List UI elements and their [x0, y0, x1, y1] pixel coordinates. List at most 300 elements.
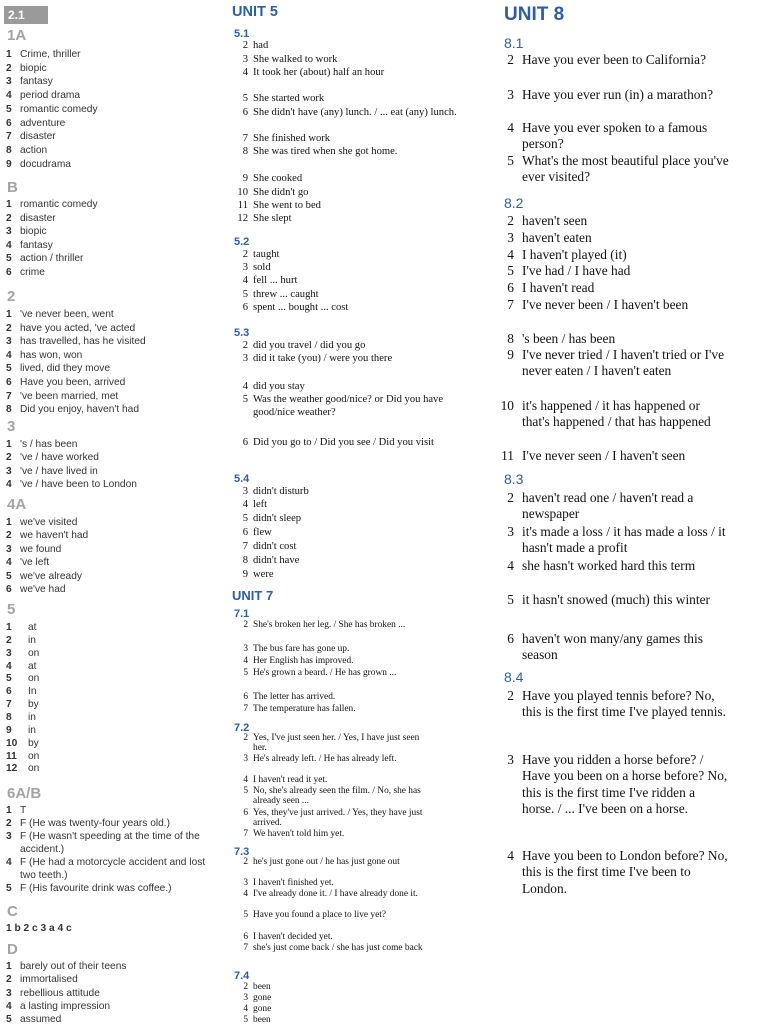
item-number: 6	[6, 267, 12, 278]
item-text: 've / have worked	[20, 452, 99, 463]
answer-item	[498, 558, 766, 574]
item-text: by	[28, 699, 39, 710]
item-number: 4	[243, 656, 248, 666]
item-text: didn't disturb	[253, 486, 309, 497]
item-number: 2	[242, 249, 248, 260]
item-number: 4	[6, 240, 12, 251]
section-heading: 2	[7, 288, 16, 305]
answer-item	[232, 692, 490, 702]
item-number: 10	[500, 398, 514, 413]
item-number: 6	[243, 808, 248, 818]
item-number: 7	[6, 131, 12, 142]
item-number: 8	[242, 555, 248, 566]
item-number: 1	[6, 439, 12, 450]
answer-item	[232, 993, 490, 1003]
answer-item	[498, 631, 766, 664]
answer-item	[6, 130, 56, 143]
answer-item	[6, 647, 39, 660]
item-number: 2	[242, 40, 248, 51]
item-text: Have you been, arrived	[20, 377, 126, 388]
answer-item	[6, 266, 45, 279]
item-text: haven't won many/any games this season	[522, 631, 703, 663]
item-text: disaster	[20, 213, 56, 224]
item-number: 1	[6, 961, 12, 972]
item-number: 7	[507, 297, 514, 312]
item-text: Was the weather good/nice? or Did you have good/nice weather?	[253, 394, 444, 418]
item-text: action	[20, 145, 48, 156]
item-number: 4	[242, 275, 248, 286]
answer-item	[498, 848, 766, 897]
item-text: I haven't played (it)	[522, 247, 627, 262]
item-number: 2	[243, 982, 248, 992]
answer-item	[232, 289, 490, 302]
section-heading: 7.1	[234, 608, 250, 620]
item-text: sold	[253, 262, 271, 273]
answer-item	[232, 340, 490, 353]
answer-item	[498, 448, 766, 464]
item-number: 4	[507, 848, 514, 863]
answer-item	[6, 451, 99, 464]
answer-item	[6, 144, 47, 157]
answer-item	[498, 490, 766, 523]
item-number: 6	[6, 584, 12, 595]
answer-item	[232, 40, 490, 53]
item-text: I haven't finished yet.	[253, 878, 334, 888]
item-text: barely out of their teens	[20, 961, 127, 972]
answer-item	[6, 634, 36, 647]
section-heading: 7.3	[234, 846, 250, 858]
answer-item	[232, 1004, 490, 1014]
answer-item	[232, 146, 490, 159]
answer-item	[232, 527, 490, 540]
answer-item	[6, 390, 118, 403]
item-text: she hasn't worked hard this term	[522, 558, 696, 573]
answer-item	[232, 262, 490, 275]
item-number: 2	[6, 323, 12, 334]
item-text: on	[28, 648, 40, 659]
item-text: didn't have	[253, 555, 300, 566]
item-text: we haven't had	[20, 530, 89, 541]
section-heading: 4A	[7, 496, 27, 513]
section-heading: 5	[7, 601, 16, 618]
answer-item	[6, 1013, 61, 1026]
item-text: assumed	[20, 1014, 62, 1025]
item-number: 8	[6, 145, 12, 156]
item-text: Have you played tennis before? No, this is the first time I've played tennis.	[522, 688, 726, 720]
item-number: 4	[6, 857, 12, 868]
item-number: 6	[242, 107, 248, 118]
item-number: 4	[242, 67, 248, 78]
answer-item	[232, 668, 490, 678]
item-number: 3	[6, 466, 12, 477]
item-number: 3	[242, 353, 248, 364]
section-heading: 8.1	[504, 35, 524, 51]
item-number: 6	[6, 686, 12, 697]
item-number: 4	[243, 889, 248, 899]
item-text: Have you ever spoken to a famous person?	[522, 120, 708, 152]
answer-item	[232, 656, 490, 666]
section-heading: B	[7, 179, 18, 196]
item-text: were	[253, 569, 274, 580]
item-number: 7	[242, 133, 248, 144]
answer-item	[6, 198, 98, 211]
item-number: 6	[507, 631, 514, 646]
answer-item	[232, 213, 490, 226]
item-text: have you acted, 've acted	[20, 323, 136, 334]
section-heading: 5.3	[234, 327, 250, 339]
item-number: 4	[6, 90, 12, 101]
section-heading: 5.4	[234, 473, 250, 485]
item-number: 5	[507, 263, 514, 278]
answer-item	[498, 280, 766, 296]
item-text: I've never tried / I haven't tried or I've never eaten / I haven't eaten	[522, 347, 725, 379]
item-number: 4	[507, 558, 514, 573]
item-text: I've never seen / I haven't seen	[522, 448, 686, 463]
item-text: Have you ever run (in) a marathon?	[522, 87, 714, 102]
item-text: Crime, thriller	[20, 49, 81, 60]
section-heading: C	[7, 903, 18, 920]
item-number: 3	[6, 336, 12, 347]
item-number: 3	[243, 754, 248, 764]
item-text: didn't cost	[253, 541, 297, 552]
item-text: 's / has been	[20, 439, 78, 450]
answer-item	[498, 52, 766, 68]
item-text: it's happened / it has happened or that's happened / that has happened	[522, 398, 711, 430]
item-number: 2	[6, 974, 12, 985]
answer-item	[6, 335, 146, 348]
item-number: 7	[242, 541, 248, 552]
item-number: 3	[507, 230, 514, 245]
item-text: She's broken her leg. / She has broken ...	[253, 620, 406, 630]
item-text: He's already left. / He has already left.	[253, 754, 397, 764]
item-text: he's just gone out / he has just gone out	[253, 857, 400, 867]
item-text: in	[28, 635, 36, 646]
item-number: 4	[6, 479, 12, 490]
item-text: left	[253, 499, 268, 510]
item-number: 5	[243, 668, 248, 678]
answer-item	[232, 54, 490, 67]
answer-item	[498, 120, 766, 153]
item-text: She started work	[253, 93, 325, 104]
item-text: She walked to work	[253, 54, 338, 65]
item-number: 6	[6, 377, 12, 388]
answer-item	[498, 247, 766, 263]
answer-item	[6, 252, 83, 265]
section-heading: 8.4	[504, 669, 524, 685]
answer-item	[232, 381, 490, 394]
item-number: 1	[6, 805, 12, 816]
item-number: 2	[507, 490, 514, 505]
item-number: 1	[6, 309, 12, 320]
item-text: at	[28, 661, 37, 672]
item-text: lived, did they move	[20, 363, 111, 374]
item-text: haven't seen	[522, 213, 588, 228]
answer-item	[232, 67, 490, 80]
item-number: 2	[507, 688, 514, 703]
item-number: 9	[6, 159, 12, 170]
item-number: 5	[242, 289, 248, 300]
item-number: 5	[6, 673, 12, 684]
item-text: romantic comedy	[20, 199, 98, 210]
item-text: Her English has improved.	[253, 656, 354, 666]
answer-item	[6, 973, 78, 986]
answer-item	[232, 786, 490, 807]
item-number: 5	[6, 104, 12, 115]
answer-item	[498, 752, 766, 818]
answer-item	[232, 541, 490, 554]
answer-item	[6, 762, 39, 775]
answer-item	[6, 516, 77, 529]
item-text: fantasy	[20, 240, 53, 251]
unit-heading: UNIT 5	[232, 4, 278, 20]
item-text: 've / have been to London	[20, 479, 137, 490]
answer-item	[6, 212, 56, 225]
answer-item	[498, 688, 766, 721]
answer-item	[498, 347, 766, 380]
item-text: haven't read one / haven't read a newspaper	[522, 490, 694, 522]
item-text: on	[28, 751, 40, 762]
answer-item	[232, 437, 490, 450]
item-number: 2	[243, 733, 248, 743]
answer-item	[6, 158, 71, 171]
item-text: been	[253, 1015, 271, 1025]
answer-item	[6, 117, 65, 130]
item-text: rebellious attitude	[20, 988, 100, 999]
answer-item	[498, 87, 766, 103]
item-number: 11	[237, 200, 248, 211]
answer-item	[6, 804, 216, 817]
item-number: 5	[242, 513, 248, 524]
item-number: 5	[243, 786, 248, 796]
item-number: 3	[6, 76, 12, 87]
answer-item	[6, 62, 47, 75]
answer-item	[232, 644, 490, 654]
item-number: 3	[507, 87, 514, 102]
item-text: She slept	[253, 213, 292, 224]
item-text: did you travel / did you go	[253, 340, 366, 351]
item-number: 3	[243, 993, 248, 1003]
item-number: 7	[243, 704, 248, 714]
item-text: threw ... caught	[253, 289, 319, 300]
item-text: has travelled, has he visited	[20, 336, 146, 347]
item-text: F (His favourite drink was coffee.)	[20, 883, 172, 894]
answer-item	[232, 555, 490, 568]
item-number: 7	[6, 699, 12, 710]
item-number: 1	[6, 199, 12, 210]
item-text: She cooked	[253, 173, 303, 184]
answer-line: 1 b 2 c 3 a 4 c	[6, 923, 72, 934]
item-number: 3	[6, 988, 12, 999]
answer-item	[232, 932, 490, 942]
item-text: at	[28, 622, 37, 633]
answer-item	[6, 882, 216, 895]
item-text: we've already	[20, 571, 82, 582]
answer-item	[232, 754, 490, 764]
section-heading: 7.2	[234, 722, 250, 734]
answer-item	[6, 987, 100, 1000]
item-number: 9	[6, 725, 12, 736]
item-text: we found	[20, 544, 62, 555]
answer-item	[498, 331, 766, 347]
item-text: it hasn't snowed (much) this winter	[522, 592, 710, 607]
answer-item	[232, 775, 490, 785]
answer-item	[498, 153, 766, 186]
answer-item	[6, 308, 114, 321]
item-number: 9	[242, 173, 248, 184]
item-text: No, she's already seen the film. / No, she has already seen ...	[253, 786, 421, 807]
section-heading: 8.2	[504, 195, 524, 211]
item-number: 2	[6, 818, 12, 829]
item-text: Yes, they've just arrived. / Yes, they have just arrived.	[253, 808, 423, 829]
item-text: did it take (you) / were you there	[253, 353, 393, 364]
section-heading: 6A/B	[7, 785, 42, 802]
item-text: period drama	[20, 90, 81, 101]
item-text: action / thriller	[20, 253, 84, 264]
item-text: romantic comedy	[20, 104, 98, 115]
item-number: 2	[507, 52, 514, 67]
item-number: 3	[242, 262, 248, 273]
item-text: on	[28, 673, 40, 684]
item-number: 5	[242, 394, 248, 405]
answer-item	[6, 225, 47, 238]
item-text: fell ... hurt	[253, 275, 298, 286]
unit-heading: UNIT 7	[232, 588, 274, 603]
item-text: 've left	[20, 557, 50, 568]
item-number: 5	[242, 93, 248, 104]
item-text: Did you go to / Did you see / Did you visit	[253, 437, 434, 448]
item-number: 11	[501, 448, 514, 463]
answer-item	[232, 394, 490, 419]
item-text: She didn't go	[253, 187, 309, 198]
item-text: did you stay	[253, 381, 305, 392]
answer-item	[232, 486, 490, 499]
item-text: spent ... bought ... cost	[253, 302, 349, 313]
item-text: adventure	[20, 118, 66, 129]
item-number: 4	[242, 381, 248, 392]
item-number: 3	[507, 752, 514, 767]
item-number: 1	[6, 517, 12, 528]
item-number: 12	[6, 763, 18, 774]
item-number: 5	[6, 363, 12, 374]
item-text: Have you found a place to live yet?	[253, 910, 387, 920]
item-number: 5	[243, 910, 248, 920]
answer-item	[6, 570, 82, 583]
item-number: 3	[243, 878, 248, 888]
item-number: 3	[6, 544, 12, 555]
answer-item	[498, 213, 766, 229]
item-number: 6	[507, 280, 514, 295]
answer-item	[232, 569, 490, 582]
item-text: 've never been, went	[20, 309, 114, 320]
answer-item	[232, 275, 490, 288]
item-text: She was tired when she got home.	[253, 146, 398, 157]
section-heading: 1A	[7, 27, 27, 44]
item-text: She went to bed	[253, 200, 321, 211]
item-text: Have you ever been to California?	[522, 52, 707, 67]
answer-item	[6, 583, 66, 596]
item-text: In	[28, 686, 37, 697]
item-number: 5	[507, 153, 514, 168]
answer-item	[232, 302, 490, 315]
answer-item	[6, 465, 98, 478]
answer-item	[232, 353, 490, 366]
item-number: 7	[243, 943, 248, 953]
item-number: 3	[6, 831, 12, 842]
item-text: The bus fare has gone up.	[253, 644, 350, 654]
item-text: The letter has arrived.	[253, 692, 336, 702]
item-text: taught	[253, 249, 280, 260]
answer-item	[498, 297, 766, 313]
answer-item	[232, 200, 490, 213]
item-text: He's grown a beard. / He has grown ...	[253, 668, 397, 678]
unit-heading: UNIT 8	[504, 4, 565, 25]
item-text: by	[28, 738, 39, 749]
item-number: 4	[507, 247, 514, 262]
item-number: 8	[6, 404, 12, 415]
item-text: in	[28, 725, 36, 736]
section-heading: 5.2	[234, 236, 250, 248]
section-heading: 7.4	[234, 970, 250, 982]
item-number: 2	[6, 530, 12, 541]
answer-item	[6, 438, 77, 451]
item-text: We haven't told him yet.	[253, 829, 345, 839]
answer-item	[498, 592, 766, 608]
answer-item	[6, 543, 61, 556]
item-number: 4	[6, 557, 12, 568]
item-number: 4	[6, 661, 12, 672]
item-text: 's been / has been	[522, 331, 616, 346]
item-text: F (He wasn't speeding at the time of the accident.)	[20, 831, 200, 855]
item-number: 1	[6, 622, 12, 633]
item-number: 11	[6, 751, 17, 762]
item-text: F (He was twenty-four years old.)	[20, 818, 171, 829]
answer-item	[232, 733, 490, 754]
answer-item	[6, 478, 137, 491]
item-text: docudrama	[20, 159, 71, 170]
answer-item	[6, 239, 53, 252]
item-number: 2	[243, 857, 248, 867]
item-text: I've had / I have had	[522, 263, 631, 278]
answer-item	[6, 724, 36, 737]
section-heading: 3	[7, 418, 16, 435]
answer-item	[232, 187, 490, 200]
answer-item	[232, 513, 490, 526]
item-text: The temperature has fallen.	[253, 704, 356, 714]
item-number: 4	[243, 775, 248, 785]
answer-item	[6, 856, 216, 882]
answer-item	[6, 711, 36, 724]
answer-item	[232, 943, 490, 953]
answer-item	[6, 830, 216, 856]
item-number: 10	[237, 187, 248, 198]
item-number: 9	[507, 347, 514, 362]
item-number: 6	[242, 437, 248, 448]
item-text: immortalised	[20, 974, 78, 985]
item-text: been	[253, 982, 271, 992]
item-text: I haven't read it yet.	[253, 775, 328, 785]
item-text: Have you been to London before? No, this is the first time I've been to London.	[522, 848, 728, 896]
item-text: I haven't read	[522, 280, 595, 295]
item-text: What's the most beautiful place you've ever visited?	[522, 153, 729, 185]
item-number: 3	[6, 226, 12, 237]
answer-item	[232, 173, 490, 186]
item-number: 2	[6, 213, 12, 224]
item-text: Have you ridden a horse before? / Have you been on a horse before? No, this is the first time I've ridden a horse. / ... I've been on a horse.	[522, 752, 728, 817]
item-text: I've already done it. / I have already done it.	[253, 889, 418, 899]
answer-item	[6, 817, 216, 830]
item-text: we've had	[20, 584, 66, 595]
answer-item	[6, 960, 126, 973]
